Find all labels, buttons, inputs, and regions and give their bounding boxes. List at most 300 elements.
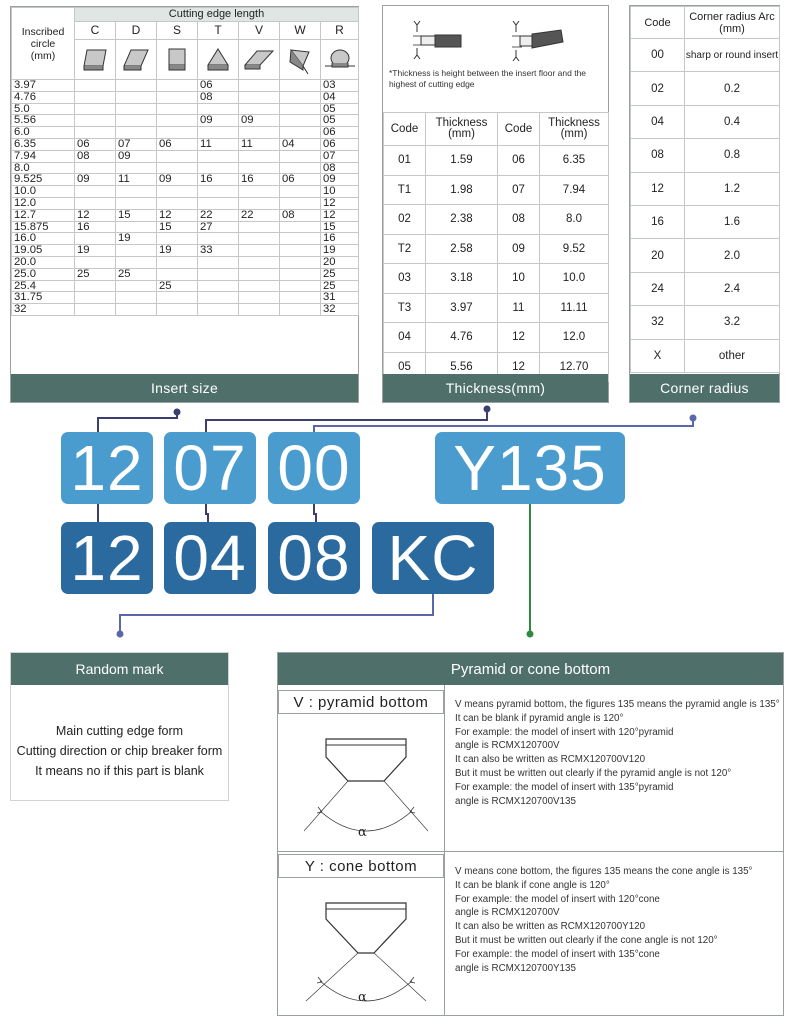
insert-size-body [12, 80, 359, 316]
connector-insert-size [98, 412, 177, 432]
table-cell: 04 [321, 91, 359, 103]
corner-radius-panel [629, 5, 780, 403]
table-cell [157, 103, 198, 115]
table-cell: 32 [631, 306, 685, 339]
table-cell: 16 [631, 205, 685, 238]
shape-cell [321, 40, 359, 80]
trigon-insert-icon [285, 44, 315, 76]
cone-line: It can be blank if cone angle is 120° [455, 879, 610, 891]
table-cell [116, 197, 157, 209]
table-cell [280, 162, 321, 174]
table-cell: 07 [498, 175, 540, 205]
table-row [12, 186, 359, 198]
column-header-s: S [157, 22, 198, 40]
table-cell: 4.76 [12, 91, 75, 103]
table-cell [75, 127, 116, 139]
table-cell [116, 127, 157, 139]
table-cell: 31.75 [12, 292, 75, 304]
table-cell: 09 [75, 174, 116, 186]
table-cell [157, 150, 198, 162]
table-cell: 00 [631, 39, 685, 72]
table-cell [75, 197, 116, 209]
table-cell: 09 [239, 115, 280, 127]
table-cell: 20 [631, 239, 685, 272]
table-cell [239, 80, 280, 92]
table-row [12, 127, 359, 139]
table-cell: 9.52 [540, 234, 609, 264]
table-cell: 25 [75, 268, 116, 280]
table-cell [239, 186, 280, 198]
table-cell: 8.0 [540, 205, 609, 235]
table-cell [198, 256, 239, 268]
table-row [12, 292, 359, 304]
square-insert-icon [162, 45, 192, 75]
table-cell: 08 [498, 205, 540, 235]
table-cell: 10.0 [12, 186, 75, 198]
table-cell: 10 [498, 264, 540, 294]
table-cell [157, 80, 198, 92]
table-cell: 10.0 [540, 264, 609, 294]
table-cell: 25 [116, 268, 157, 280]
table-cell: 06 [75, 138, 116, 150]
connector-00-08 [314, 504, 316, 522]
table-cell [239, 162, 280, 174]
table-cell: 12 [498, 323, 540, 353]
table-row [12, 256, 359, 268]
table-row [631, 39, 780, 72]
pyramid-line: It can also be written as RCMX120700V120 [455, 754, 646, 766]
table-cell [75, 103, 116, 115]
table-cell: 27 [198, 221, 239, 233]
thickness-body [384, 146, 609, 382]
table-cell [157, 256, 198, 268]
table-cell [116, 304, 157, 316]
cone-line: angle is RCMX120700V [455, 907, 560, 919]
table-cell [116, 256, 157, 268]
table-cell: 06 [321, 127, 359, 139]
table-cell: 04 [384, 323, 426, 353]
pyramid-cone-panel [277, 652, 784, 1016]
table-cell [280, 304, 321, 316]
table-cell: 04 [631, 105, 685, 138]
table-cell: 19 [321, 245, 359, 257]
table-cell: 25 [321, 280, 359, 292]
table-cell: 9.525 [12, 174, 75, 186]
table-cell: 15 [116, 209, 157, 221]
table-cell [280, 115, 321, 127]
cone-bottom-label: Y : cone bottom [278, 854, 444, 878]
table-cell [239, 233, 280, 245]
table-cell [239, 304, 280, 316]
table-row [384, 175, 609, 205]
table-cell: 16 [321, 233, 359, 245]
table-cell [280, 150, 321, 162]
table-cell [280, 268, 321, 280]
table-row [12, 280, 359, 292]
table-cell: 19 [75, 245, 116, 257]
table-cell [280, 280, 321, 292]
table-cell [157, 186, 198, 198]
table-cell: 1.6 [685, 205, 780, 238]
table-row [12, 233, 359, 245]
table-cell [239, 127, 280, 139]
table-cell [116, 91, 157, 103]
code-box-corner-top: 00 [268, 432, 360, 504]
thickness-panel [382, 5, 609, 403]
table-row [631, 139, 780, 172]
table-row [384, 234, 609, 264]
table-row [12, 115, 359, 127]
random-mark-panel [10, 652, 229, 801]
thickness-diagram-right [512, 21, 563, 61]
table-cell: 12 [321, 209, 359, 221]
table-cell: 16 [239, 174, 280, 186]
table-cell [198, 162, 239, 174]
table-cell: 15 [321, 221, 359, 233]
insert-size-footer: Insert size [11, 374, 358, 402]
pyramid-line: angle is RCMX120700V [455, 740, 560, 752]
table-cell: 12 [498, 352, 540, 382]
table-cell: 6.0 [12, 127, 75, 139]
table-cell [280, 127, 321, 139]
pyramid-line: angle is RCMX120700V135 [455, 795, 576, 807]
table-cell: 4.76 [426, 323, 498, 353]
table-cell [116, 292, 157, 304]
table-cell [116, 245, 157, 257]
table-cell: other [685, 339, 780, 372]
table-row [384, 205, 609, 235]
thickness-header-code: Code [384, 113, 426, 146]
thickness-header-code: Code [498, 113, 540, 146]
table-cell: 25 [157, 280, 198, 292]
table-cell: 12.70 [540, 352, 609, 382]
table-cell [75, 162, 116, 174]
table-cell: 8.0 [12, 162, 75, 174]
table-row [12, 209, 359, 221]
table-cell [239, 221, 280, 233]
table-cell: 6.35 [540, 146, 609, 176]
table-cell: 32 [321, 304, 359, 316]
code-box-random-bottom: KC [372, 522, 494, 594]
pyramid-description [455, 698, 780, 808]
thickness-diagram [383, 6, 608, 68]
column-header-c: C [75, 22, 116, 40]
random-mark-line: Cutting direction or chip breaker form [16, 744, 223, 758]
table-cell: 5.56 [12, 115, 75, 127]
insert-size-panel [10, 6, 359, 403]
table-cell: 12 [631, 172, 685, 205]
table-cell: 1.59 [426, 146, 498, 176]
table-cell: 15 [157, 221, 198, 233]
table-cell: 24 [631, 272, 685, 305]
table-cell [157, 268, 198, 280]
table-cell [280, 245, 321, 257]
table-cell: 02 [631, 72, 685, 105]
table-cell: 06 [280, 174, 321, 186]
table-cell: 12 [157, 209, 198, 221]
connector-corner-radius [314, 418, 693, 432]
table-cell [116, 162, 157, 174]
table-cell: 16.0 [12, 233, 75, 245]
table-cell [75, 115, 116, 127]
table-cell: 06 [157, 138, 198, 150]
random-mark-line: It means no if this part is blank [35, 764, 204, 778]
table-cell: T2 [384, 234, 426, 264]
table-cell [198, 292, 239, 304]
table-cell: 09 [116, 150, 157, 162]
table-cell: 07 [321, 150, 359, 162]
table-cell: 31 [321, 292, 359, 304]
column-header-d: D [116, 22, 157, 40]
table-cell [157, 197, 198, 209]
table-cell [157, 127, 198, 139]
table-cell [157, 233, 198, 245]
pyramid-bottom-label: V : pyramid bottom [278, 690, 444, 714]
table-cell: 16 [75, 221, 116, 233]
table-cell [75, 186, 116, 198]
cone-line: It can also be written as RCMX120700Y120 [455, 921, 646, 933]
table-cell [116, 186, 157, 198]
table-row [12, 80, 359, 92]
corner-radius-table [630, 6, 780, 373]
table-cell: 09 [157, 174, 198, 186]
inscribed-circle-header [12, 8, 75, 80]
table-cell [157, 162, 198, 174]
table-cell: 16 [198, 174, 239, 186]
table-cell: 03 [384, 264, 426, 294]
table-row [631, 172, 780, 205]
thickness-header-mm: Thickness (mm) [540, 113, 609, 146]
table-cell: 11 [116, 174, 157, 186]
table-cell: 3.2 [685, 306, 780, 339]
table-cell [239, 292, 280, 304]
cone-alpha-label: α [358, 990, 367, 1005]
table-cell: 5.56 [426, 352, 498, 382]
pyramid-line: It can be blank if pyramid angle is 120° [455, 712, 624, 724]
round-insert-icon [324, 45, 356, 75]
section-divider [444, 685, 445, 1015]
table-cell [239, 103, 280, 115]
connector-dot [174, 409, 181, 416]
table-cell: 19 [157, 245, 198, 257]
table-cell: 33 [198, 245, 239, 257]
table-cell [75, 280, 116, 292]
table-cell [239, 256, 280, 268]
rhombic-55-insert-icon [121, 45, 151, 75]
cone-line: For example: the model of insert with 135°cone [455, 948, 660, 960]
table-cell: 22 [198, 209, 239, 221]
table-cell: 08 [280, 209, 321, 221]
table-cell: 10 [321, 186, 359, 198]
table-cell: 06 [498, 146, 540, 176]
cutting-edge-length-header: Cutting edge length [75, 8, 359, 22]
table-cell [280, 197, 321, 209]
shape-cell [280, 40, 321, 80]
table-cell [75, 91, 116, 103]
table-cell [280, 256, 321, 268]
corner-header-arc: Corner radius Arc (mm) [685, 7, 780, 39]
table-cell [198, 127, 239, 139]
table-cell [280, 292, 321, 304]
table-cell: 06 [321, 138, 359, 150]
table-cell [116, 280, 157, 292]
thickness-header-mm: Thickness (mm) [426, 113, 498, 146]
shape-cell [239, 40, 280, 80]
table-cell: 09 [498, 234, 540, 264]
table-cell [198, 280, 239, 292]
connector-dot [484, 406, 491, 413]
table-cell: 11 [498, 293, 540, 323]
table-cell [280, 233, 321, 245]
table-cell: 12 [75, 209, 116, 221]
table-row [12, 197, 359, 209]
table-cell [280, 103, 321, 115]
table-cell: 25 [321, 268, 359, 280]
table-cell [75, 256, 116, 268]
table-cell: 2.38 [426, 205, 498, 235]
table-row [12, 162, 359, 174]
table-cell [198, 268, 239, 280]
table-cell: 20 [321, 256, 359, 268]
table-cell: 09 [321, 174, 359, 186]
shape-cell [157, 40, 198, 80]
table-row [12, 174, 359, 186]
thickness-table [383, 112, 609, 382]
table-cell [239, 245, 280, 257]
shape-cell [116, 40, 157, 80]
table-cell: 05 [321, 115, 359, 127]
table-cell: 19 [116, 233, 157, 245]
table-row [631, 306, 780, 339]
table-cell: 5.0 [12, 103, 75, 115]
table-cell: 2.58 [426, 234, 498, 264]
table-cell [198, 103, 239, 115]
column-header-w: W [280, 22, 321, 40]
table-row [631, 339, 780, 372]
table-cell: 11.11 [540, 293, 609, 323]
table-cell [157, 91, 198, 103]
table-cell: 19.05 [12, 245, 75, 257]
rhombic-35-insert-icon [243, 45, 275, 75]
table-cell: 01 [384, 146, 426, 176]
column-header-r: R [321, 22, 359, 40]
table-row [384, 323, 609, 353]
cone-description [455, 865, 780, 975]
table-cell: 1.98 [426, 175, 498, 205]
table-cell [239, 150, 280, 162]
shape-cell [198, 40, 239, 80]
table-cell: 7.94 [540, 175, 609, 205]
table-cell: sharp or round insert [685, 39, 780, 72]
random-mark-title: Random mark [11, 653, 228, 685]
corner-radius-body [631, 39, 780, 373]
thickness-note-area [383, 6, 608, 109]
table-cell: 06 [198, 80, 239, 92]
code-box-ic-top: 12 [61, 432, 153, 504]
table-row [384, 264, 609, 294]
code-box-thickness-bottom: 04 [164, 522, 256, 594]
random-mark-lines [11, 721, 228, 781]
table-cell: 0.8 [685, 139, 780, 172]
table-cell [280, 221, 321, 233]
ic-label-line: circle [30, 37, 56, 50]
table-cell: 2.4 [685, 272, 780, 305]
column-header-v: V [239, 22, 280, 40]
ic-label-line: Inscribed [21, 25, 65, 38]
table-cell [198, 186, 239, 198]
table-cell: T1 [384, 175, 426, 205]
random-mark-line: Main cutting edge form [55, 724, 184, 738]
cone-line: But it must be written out clearly if the cone angle is not 120° [455, 934, 718, 946]
table-row [12, 91, 359, 103]
cone-line: angle is RCMX120700Y135 [455, 962, 576, 974]
table-cell: X [631, 339, 685, 372]
table-cell: 25.0 [12, 268, 75, 280]
table-cell [198, 304, 239, 316]
table-cell [157, 115, 198, 127]
table-cell [239, 280, 280, 292]
table-cell [198, 233, 239, 245]
thickness-diagram-left [413, 21, 461, 59]
table-cell: 12.0 [12, 197, 75, 209]
table-cell: 08 [198, 91, 239, 103]
table-cell [75, 80, 116, 92]
table-cell: 03 [321, 80, 359, 92]
table-row [12, 245, 359, 257]
table-cell: 32 [12, 304, 75, 316]
table-cell [280, 186, 321, 198]
table-cell: 7.94 [12, 150, 75, 162]
table-row [384, 293, 609, 323]
table-cell: 2.0 [685, 239, 780, 272]
table-cell [198, 197, 239, 209]
rhombic-80-insert-icon [80, 45, 110, 75]
connector-kc-random [120, 592, 433, 634]
table-cell: 15.875 [12, 221, 75, 233]
table-cell: T3 [384, 293, 426, 323]
table-cell: 0.2 [685, 72, 780, 105]
table-row [12, 268, 359, 280]
table-cell: 3.97 [426, 293, 498, 323]
table-row [12, 138, 359, 150]
ic-label-line: (mm) [30, 49, 56, 62]
table-cell [75, 304, 116, 316]
table-cell [116, 103, 157, 115]
table-cell: 08 [321, 162, 359, 174]
pyramid-line: But it must be written out clearly if the pyramid angle is not 120° [455, 767, 732, 779]
connector-thickness [206, 409, 487, 432]
section-divider [278, 851, 783, 852]
thickness-note: *Thickness is height between the insert floor and the highest of cutting edge [389, 68, 587, 89]
table-cell [116, 115, 157, 127]
table-cell [75, 292, 116, 304]
pyramid-alpha-label: α [358, 825, 367, 840]
table-row [12, 103, 359, 115]
table-cell: 02 [384, 205, 426, 235]
code-box-corner-bottom: 08 [268, 522, 360, 594]
corner-header-code: Code [631, 7, 685, 39]
table-cell [116, 80, 157, 92]
table-row [12, 304, 359, 316]
pyramid-cone-title: Pyramid or cone bottom [278, 653, 783, 685]
thickness-footer: Thickness(mm) [383, 374, 608, 402]
table-cell: 07 [116, 138, 157, 150]
table-cell [198, 150, 239, 162]
connector-dot [117, 631, 124, 638]
table-cell: 12.0 [540, 323, 609, 353]
cone-line: For example: the model of insert with 120°cone [455, 893, 660, 905]
table-cell: 6.35 [12, 138, 75, 150]
